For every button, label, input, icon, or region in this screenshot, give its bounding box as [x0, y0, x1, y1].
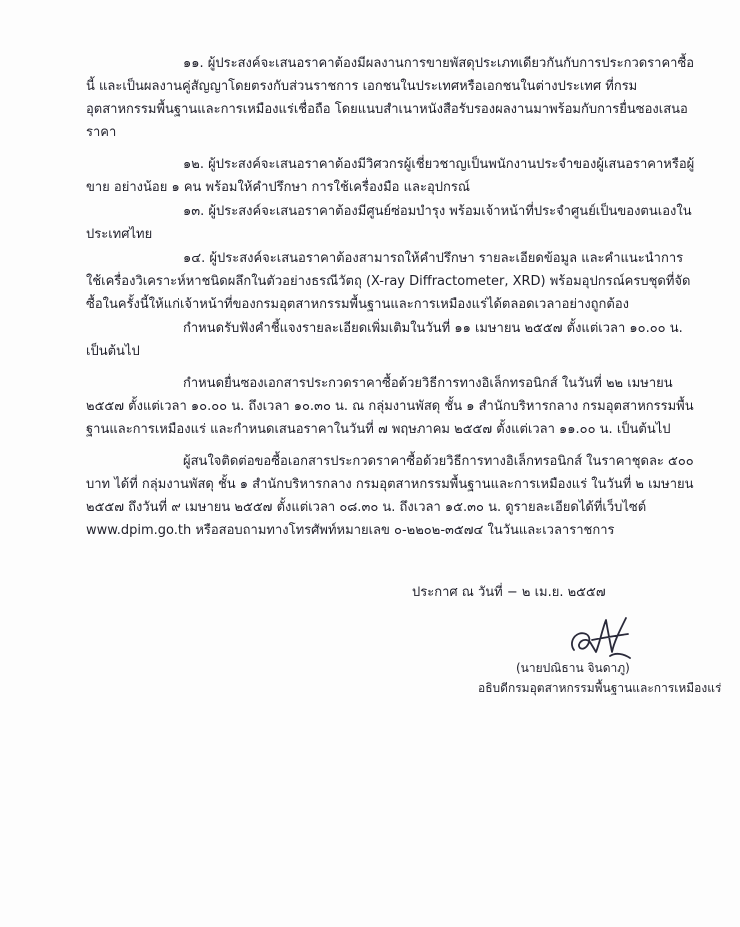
signer-name: (นายปณิธาน จินดาภู) [516, 661, 630, 675]
signer-title: อธิบดีกรมอุตสาหกรรมพื้นฐานและการเหมืองแร่ [478, 681, 722, 695]
clause-12: ๑๒. ผู้ประสงค์จะเสนอราคาต้องมีวิศวกรผู้เชี่ยวชาญเป็นพนักงานประจำของผู้เสนอราคาหรือผู้ขาย อย่างน้อย ๑ คน พร้อมให้คำปรึกษา การใช้เครื่องมือ และอุปกรณ์ [86, 157, 695, 195]
clause-14: ๑๔. ผู้ประสงค์จะเสนอราคาต้องสามารถให้คำปรึกษา รายละเอียดข้อมูล และคำแนะนำการใช้เครื่องวิเคราะห์หาชนิดผลึกในตัวอย่างธรณีวัตถุ (X-ray Diffractometer, XRD) พร้อมอุปกรณ์ครบชุดที่จัดซื้อในครั้งนี้ให้แก่เจ้าหน้าที่ของกรมอุตสาหกรรมพื้นฐานและการเหมืองแร่ได้ตลอดเวลาอย่างถูกต้อง [86, 251, 691, 312]
clause-11: ๑๑. ผู้ประสงค์จะเสนอราคาต้องมีผลงานการขายพัสดุประเภทเดียวกันกับการประกวดราคาซื้อนี้ และเป็นผลงานคู่สัญญาโดยตรงกับส่วนราชการ เอกชนในประเทศหรือเอกชนในต่างประเทศ ที่กรมอุตสาหกรรมพื้นฐานและการเหมืองแร่เชื่อถือ โดยแนบสำเนาหนังสือรับรองผลงานมาพร้อมกับการยื่นซองเสนอราคา [86, 56, 695, 140]
announcement-date: ประกาศ ณ วันที่ − ๒ เม.ย. ๒๕๕๗ [412, 585, 606, 600]
signature-icon [566, 612, 636, 664]
document-body [86, 52, 696, 543]
bid-submission-schedule: กำหนดยื่นซองเอกสารประกวดราคาซื้อด้วยวิธีการทางอิเล็กทรอนิกส์ ในวันที่ ๒๒ เมษายน ๒๕๕๗ ตั้งแต่เวลา ๑๐.๐๐ น. ถึงเวลา ๑๐.๓๐ น. ณ กลุ่มงานพัสดุ ชั้น ๑ สำนักบริหารกลาง กรมอุตสาหกรรมพื้นฐานและการเหมืองแร่ และกำหนดเสนอราคาในวันที่ ๗ พฤษภาคม ๒๕๕๗ ตั้งแต่เวลา ๑๑.๐๐ น. เป็นต้นไป [86, 376, 694, 437]
clause-13: ๑๓. ผู้ประสงค์จะเสนอราคาต้องมีศูนย์ซ่อมบำรุง พร้อมเจ้าหน้าที่ประจำศูนย์เป็นของตนเองในประเทศไทย [86, 204, 692, 242]
briefing-schedule: กำหนดรับฟังคำชี้แจงรายละเอียดเพิ่มเติมในวันที่ ๑๑ เมษายน ๒๕๕๗ ตั้งแต่เวลา ๑๐.๐๐ น. เป็นต้นไป [86, 321, 683, 359]
document-purchase-info: ผู้สนใจติดต่อขอซื้อเอกสารประกวดราคาซื้อด้วยวิธีการทางอิเล็กทรอนิกส์ ในราคาชุดละ ๕๐๐ บาท ได้ที่ กลุ่มงานพัสดุ ชั้น ๑ สำนักบริหารกลาง กรมอุตสาหกรรมพื้นฐานและการเหมืองแร่ ในวันที่ ๒ เมษายน ๒๕๕๗ ถึงวันที่ ๙ เมษายน ๒๕๕๗ ตั้งแต่เวลา ๐๘.๓๐ น. ถึงเวลา ๑๕.๓๐ น. ดูรายละเอียดได้ที่เว็บไซต์ www.dpim.go.th หรือสอบถามทางโทรศัพท์หมายเลข ๐-๒๒๐๒-๓๕๗๔ ในวันและเวลาราชการ [86, 454, 694, 538]
